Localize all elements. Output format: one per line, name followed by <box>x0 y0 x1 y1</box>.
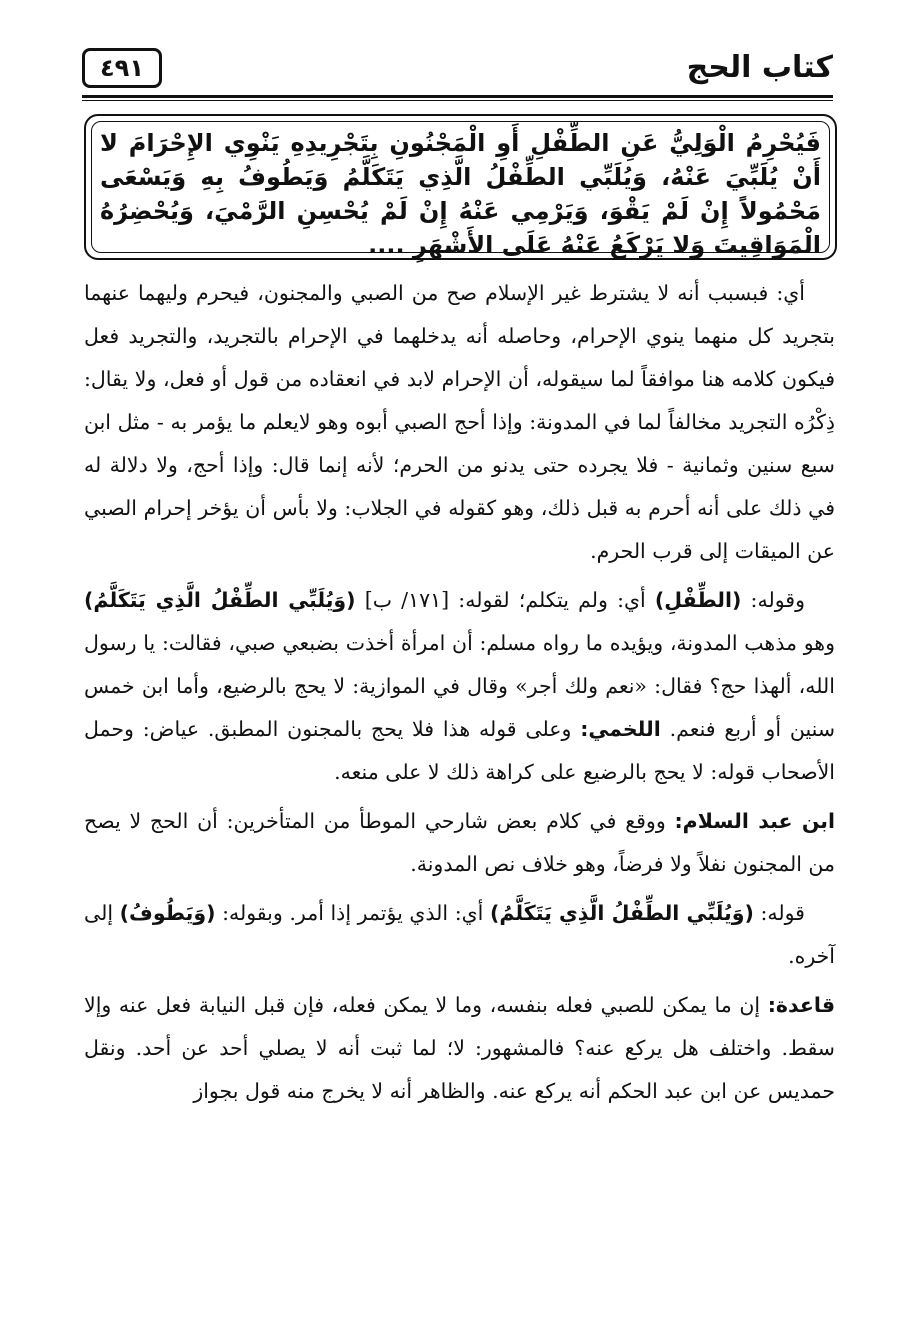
p2-term: (الطِّفْلِ) <box>654 588 742 612</box>
p5-rule-label: قاعدة: <box>767 993 835 1017</box>
p2-rest: وهو مذهب المدونة، ويؤيده ما رواه مسلم: أن امرأة أخذت بضبعي صبي، فقالت: يا رسول الله، ألهذا حج؟ فقال: «نعم ولك أجر» وقال في الموازية: لا يحج بالرضيع، وأما ابن خمس سنين أو أربع فنعم. <box>84 631 835 741</box>
page-header <box>82 46 833 96</box>
page-number-box: ٤٩١ <box>82 48 162 88</box>
paragraph-2 <box>84 579 835 794</box>
commentary-body <box>84 272 835 1119</box>
paragraph-4 <box>84 892 835 978</box>
paragraph-3 <box>84 800 835 886</box>
header-rule <box>82 95 833 98</box>
paragraph-5 <box>84 984 835 1113</box>
p4-mid: أي: الذي يؤتمر إذا أمر. وبقوله: <box>215 901 490 925</box>
header-rule-thin <box>82 100 833 101</box>
p2-quote: (وَيُلَبِّي الطِّفْلُ الَّذِي يَتَكَلَّمُ) <box>84 588 356 612</box>
p5-text: إن ما يمكن للصبي فعله بنفسه، وما لا يمكن فعله، فإن قبل النيابة فعل عنه وإلا سقط. واختلف هل يركع عنه؟ فالمشهور: لا؛ لما ثبت أنه لا يصلي أحد عن أحد. ونقل حمديس عن ابن عبد الحكم أنه يركع عنه. والظاهر أنه لا يخرج منه قول بجواز <box>84 993 835 1103</box>
matn-text: فَيُحْرِمُ الْوَلِيُّ عَنِ الطِّفْلِ أَوِ الْمَجْنُونِ بِتَجْرِيدِهِ يَنْوِي الإِحْرَامَ لا أَنْ يُلَبِّيَ عَنْهُ، وَيُلَبِّي الطِّفْلُ الَّذِي يَتَكَلَّمُ وَيَطُوفُ بِهِ وَيَسْعَى مَحْمُولاً إِنْ لَمْ يَقْوَ، وَيَرْمِي عَنْهُ إِنْ لَمْ يُحْسِنِ الرَّمْيَ، وَيُحْضِرُهُ الْمَوَاقِيتَ وَلا يَرْكَعُ عَنْهُ عَلَى الأَشْهَرِ .... <box>100 129 821 259</box>
p4-quote-2: (وَيَطُوفُ) <box>119 901 216 925</box>
p2-lead: وقوله: <box>741 588 805 612</box>
paragraph-1: أي: فبسبب أنه لا يشترط غير الإسلام صح من الصبي والمجنون، فيحرم وليهما عنهما بتجريد كل منهما ينوي الإحرام، وحاصله أنه يدخلهما في الإحرام بالتجريد، والتجريد فعل فيكون كلامه هنا موافقاً لما سيقوله، أن الإحرام لابد في انعقاده من قول أو فعل، ولا يقال: ذِكْرُه التجريد مخالفاً لما في المدونة: وإذا أحج الصبي أبوه وهو لايعلم ما يؤمر به - مثل ابن سبع سنين وثمانية - فلا يجرده حتى يدنو من الحرم؛ لأنه إنما قال: وإذا أحج، ولا دلالة له في ذلك على أنه أحرم به قبل ذلك، وهو كقوله في الجلاب: ولا بأس أن يؤخر إحرام الصبي عن الميقات إلى قرب الحرم. <box>84 281 835 563</box>
p4-end: إلى آخره. <box>84 901 835 968</box>
p2-mid: أي: ولم يتكلم؛ لقوله: [١٧١/ ب] <box>355 588 655 612</box>
p2-end: وعلى قوله هذا فلا يحج بالمجنون المطبق. عياض: وحمل الأصحاب قوله: لا يحج بالرضيع على كراهة ذلك لا على منعه. <box>84 717 835 784</box>
p3-scholar-name: ابن عبد السلام: <box>674 809 835 833</box>
book-title: كتاب الحج <box>686 50 833 85</box>
p2-scholar-name: اللخمي: <box>580 717 661 741</box>
p4-quote-1: (وَيُلَبِّي الطِّفْلُ الَّذِي يَتَكَلَّمُ) <box>489 901 754 925</box>
p4-lead: قوله: <box>753 901 805 925</box>
p3-text: ووقع في كلام بعض شارحي الموطأ من المتأخرين: أن الحج لا يصح من المجنون نفلاً ولا فرضاً، وهو خلاف نص المدونة. <box>84 809 835 876</box>
matn-box <box>84 114 837 260</box>
